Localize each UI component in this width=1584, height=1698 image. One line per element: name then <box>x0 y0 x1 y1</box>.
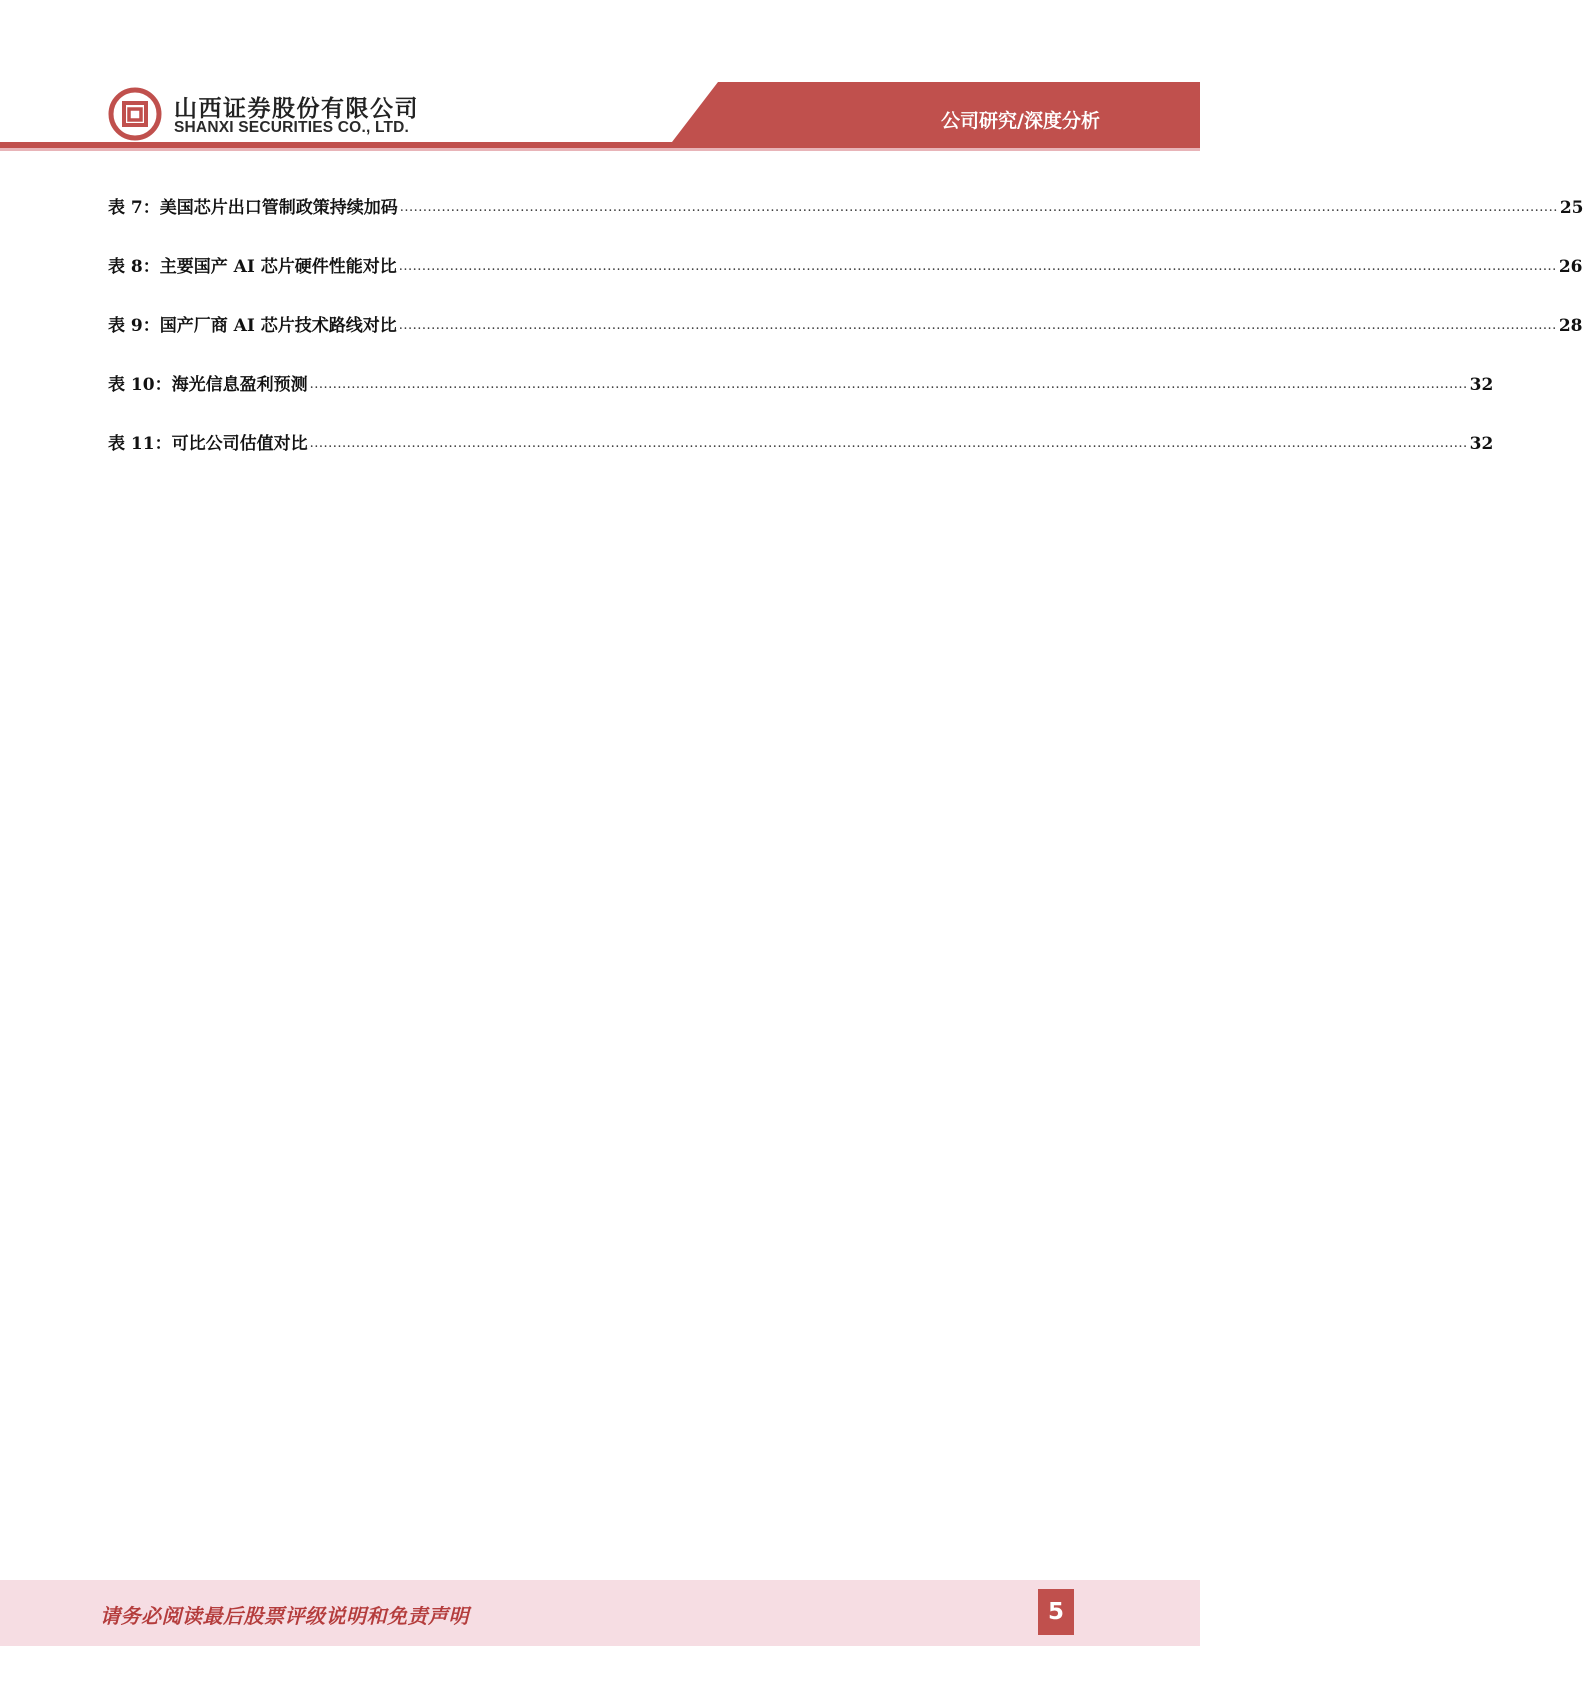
toc-dot-leader: .......................................................................................................................................................................................................................................................... <box>309 436 1468 451</box>
toc-dot-leader: .......................................................................................................................................................................................................................................................... <box>398 259 1557 274</box>
company-name-en: SHANXI SECURITIES CO., LTD. <box>174 119 410 136</box>
toc-entry-title: 国产厂商 AI 芯片技术路线对比 <box>159 316 397 336</box>
toc-entry-number: 表 7： <box>108 198 160 218</box>
toc-entry[interactable] <box>108 432 1494 491</box>
toc-entry-page: 26 <box>1558 257 1583 277</box>
toc-entry-page: 32 <box>1469 434 1494 454</box>
toc-entry[interactable] <box>108 314 1583 373</box>
toc-dot-leader: .......................................................................................................................................................................................................................................................... <box>398 318 1557 333</box>
toc-entry[interactable] <box>108 373 1494 432</box>
section-label: 公司研究/深度分析 <box>941 110 1100 132</box>
toc-entry-page: 25 <box>1559 198 1584 218</box>
toc-entry-title: 美国芯片出口管制政策持续加码 <box>159 198 398 218</box>
toc-entry-title: 海光信息盈利预测 <box>171 375 308 395</box>
toc-entry[interactable] <box>108 196 1584 255</box>
page-footer <box>0 1580 1200 1646</box>
toc-entry-number: 表 10： <box>108 375 172 395</box>
toc-entry-number: 表 8： <box>108 257 160 277</box>
toc-entry-title: 主要国产 AI 芯片硬件性能对比 <box>159 257 397 277</box>
table-of-contents-list <box>108 196 1584 491</box>
toc-entry-page: 28 <box>1558 316 1583 336</box>
toc-dot-leader: .......................................................................................................................................................................................................................................................... <box>309 377 1468 392</box>
toc-entry-title: 可比公司估值对比 <box>171 434 308 454</box>
toc-dot-leader: .......................................................................................................................................................................................................................................................... <box>399 200 1558 215</box>
toc-entry-number: 表 11： <box>108 434 172 454</box>
toc-entry[interactable] <box>108 255 1583 314</box>
toc-entry-number: 表 9： <box>108 316 160 336</box>
company-name-cn: 山西证券股份有限公司 <box>174 96 419 122</box>
disclaimer-notice[interactable]: 请务必阅读最后股票评级说明和免责声明 <box>100 1604 469 1628</box>
shanxi-securities-logo-icon <box>108 87 162 141</box>
toc-entry-page: 32 <box>1469 375 1494 395</box>
page-header <box>0 0 1200 170</box>
page-number-badge: 5 <box>1038 1589 1074 1635</box>
